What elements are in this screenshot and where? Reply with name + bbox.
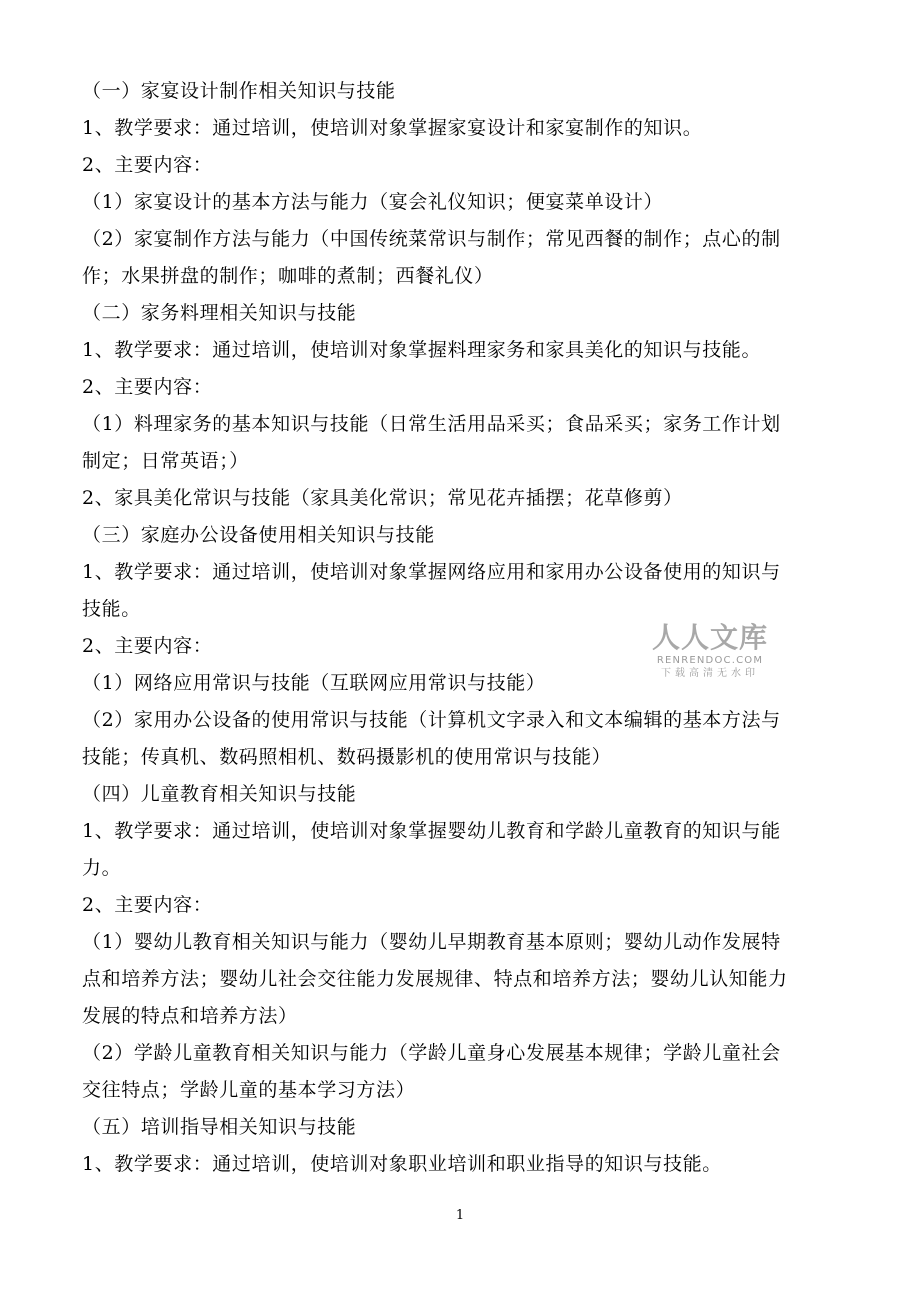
content-item-cont: 制定；日常英语；） <box>82 450 249 472</box>
section-heading-1: （一）家宴设计制作相关知识与技能 <box>82 80 396 102</box>
content-item-cont: 发展的特点和培养方法） <box>82 1005 298 1027</box>
teaching-requirement: 1、教学要求：通过培训，使培训对象掌握婴幼儿教育和学龄儿童教育的知识与能 <box>82 820 781 842</box>
watermark-domain: RENRENDOC.COM <box>656 655 764 666</box>
teaching-requirement: 1、教学要求：通过培训，使培训对象掌握料理家务和家具美化的知识与技能。 <box>82 339 762 361</box>
page-number: 1 <box>455 1208 465 1223</box>
watermark-subtitle: 下载高清无水印 <box>661 668 759 679</box>
content-item-cont: 技能；传真机、数码照相机、数码摄影机的使用常识与技能） <box>82 746 612 768</box>
section-heading-2: （二）家务料理相关知识与技能 <box>82 302 357 324</box>
watermark-title: 人人文库 <box>651 621 768 654</box>
content-item: （1）网络应用常识与技能（互联网应用常识与技能） <box>82 672 546 694</box>
content-item-cont: 点和培养方法；婴幼儿社会交往能力发展规律、特点和培养方法；婴幼儿认知能力 <box>82 968 788 990</box>
content-item-cont: 作；水果拼盘的制作；咖啡的煮制；西餐礼仪） <box>82 265 494 287</box>
section-heading-5: （五）培训指导相关知识与技能 <box>82 1116 357 1138</box>
content-item: （2）家用办公设备的使用常识与技能（计算机文字录入和文本编辑的基本方法与 <box>82 709 781 731</box>
section-heading-4: （四）儿童教育相关知识与技能 <box>82 783 357 805</box>
teaching-requirement: 1、教学要求：通过培训，使培训对象掌握网络应用和家用办公设备使用的知识与 <box>82 561 781 583</box>
content-item: （1）料理家务的基本知识与技能（日常生活用品采买；食品采买；家务工作计划 <box>82 413 781 435</box>
content-item: （2）家宴制作方法与能力（中国传统菜常识与制作；常见西餐的制作；点心的制 <box>82 228 781 250</box>
content-item-cont: 交往特点；学龄儿童的基本学习方法） <box>82 1079 416 1101</box>
main-content-heading: 2、主要内容： <box>82 154 213 176</box>
teaching-requirement: 1、教学要求：通过培训，使培训对象掌握家宴设计和家宴制作的知识。 <box>82 117 703 139</box>
section-heading-3: （三）家庭办公设备使用相关知识与技能 <box>82 524 435 546</box>
content-item: （1）家宴设计的基本方法与能力（宴会礼仪知识；便宴菜单设计） <box>82 191 664 213</box>
main-content-heading: 2、主要内容： <box>82 894 213 916</box>
content-item: （2）学龄儿童教育相关知识与能力（学龄儿童身心发展基本规律；学龄儿童社会 <box>82 1042 781 1064</box>
main-content-heading: 2、主要内容： <box>82 635 213 657</box>
content-item: 2、家具美化常识与技能（家具美化常识；常见花卉插摆；花草修剪） <box>82 487 683 509</box>
teaching-requirement-cont: 力。 <box>82 857 122 879</box>
main-content-heading: 2、主要内容： <box>82 376 213 398</box>
content-item: （1）婴幼儿教育相关知识与能力（婴幼儿早期教育基本原则；婴幼儿动作发展特 <box>82 931 781 953</box>
teaching-requirement-cont: 技能。 <box>82 598 141 620</box>
teaching-requirement: 1、教学要求：通过培训，使培训对象职业培训和职业指导的知识与技能。 <box>82 1153 722 1175</box>
